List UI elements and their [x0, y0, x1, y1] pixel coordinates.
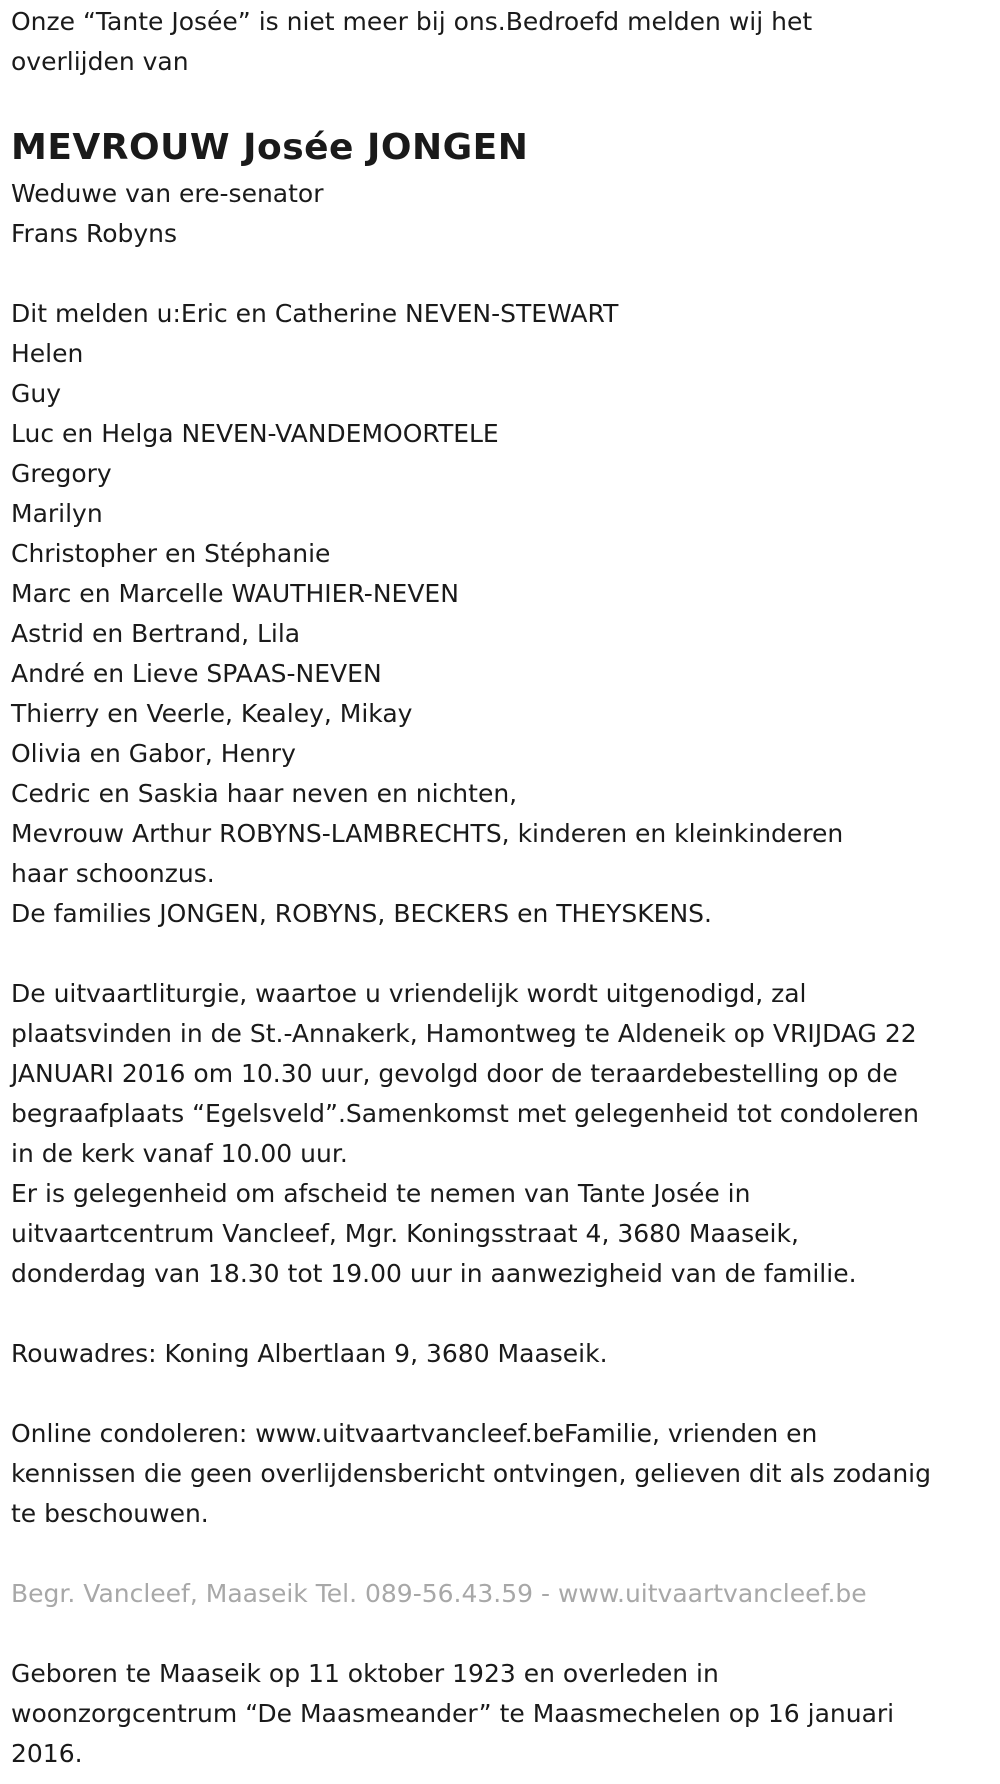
funeral-line: De uitvaartliturgie, waartoe u vriendelijk wordt uitgenodigd, zal [11, 979, 807, 1008]
intro-line: overlijden van [11, 47, 189, 76]
birth-line: Geboren te Maaseik op 11 oktober 1923 en overleden in [11, 1659, 719, 1688]
family-line: Christopher en Stéphanie [11, 539, 331, 568]
online-line: kennissen die geen overlijdensbericht ontvingen, gelieven dit als zodanig [11, 1459, 931, 1488]
birth-line: 2016. [11, 1739, 83, 1768]
family-line: Marilyn [11, 499, 103, 528]
spacer [11, 1614, 1000, 1654]
widow-line: Weduwe van ere-senator [11, 179, 324, 208]
family-line: De families JONGEN, ROBYNS, BECKERS en THEYSKENS. [11, 899, 712, 928]
spacer [11, 254, 1000, 294]
spacer [11, 1374, 1000, 1414]
family-section [11, 294, 1000, 934]
family-line: Guy [11, 379, 62, 408]
family-line: Marc en Marcelle WAUTHIER-NEVEN [11, 579, 459, 608]
funeral-line: Er is gelegenheid om afscheid te nemen van Tante Josée in [11, 1179, 751, 1208]
online-condolence-section [11, 1414, 1000, 1534]
family-line: Dit melden u:Eric en Catherine NEVEN-STEWART [11, 299, 619, 328]
intro-line: Onze “Tante Josée” is niet meer bij ons.Bedroefd melden wij het [11, 7, 813, 36]
spacer [11, 1534, 1000, 1574]
deceased-name: MEVROUW Josée JONGEN [11, 127, 529, 168]
widow-section [11, 174, 1000, 254]
birth-line: woonzorgcentrum “De Maasmeander” te Maasmechelen op 16 januari [11, 1699, 895, 1728]
family-line: Thierry en Veerle, Kealey, Mikay [11, 699, 413, 728]
funeral-line: begraafplaats “Egelsveld”.Samenkomst met gelegenheid tot condoleren [11, 1099, 920, 1128]
funeral-line: uitvaartcentrum Vancleef, Mgr. Koningsstraat 4, 3680 Maaseik, [11, 1219, 799, 1248]
online-line: Online condoleren: www.uitvaartvancleef.beFamilie, vrienden en [11, 1419, 818, 1448]
funeral-section [11, 974, 1000, 1294]
family-line: Cedric en Saskia haar neven en nichten, [11, 779, 518, 808]
family-line: Astrid en Bertrand, Lila [11, 619, 301, 648]
family-line: Gregory [11, 459, 112, 488]
family-line: Olivia en Gabor, Henry [11, 739, 296, 768]
family-line: haar schoonzus. [11, 859, 215, 888]
family-line: Helen [11, 339, 84, 368]
mourning-address: Rouwadres: Koning Albertlaan 9, 3680 Maaseik. [11, 1339, 608, 1368]
online-line: te beschouwen. [11, 1499, 209, 1528]
family-line: André en Lieve SPAAS-NEVEN [11, 659, 382, 688]
intro-section [11, 2, 1000, 82]
funeral-line: in de kerk vanaf 10.00 uur. [11, 1139, 348, 1168]
spacer [11, 82, 1000, 122]
family-line: Luc en Helga NEVEN-VANDEMOORTELE [11, 419, 499, 448]
spacer [11, 1294, 1000, 1334]
funeral-line: donderdag van 18.30 tot 19.00 uur in aanwezigheid van de familie. [11, 1259, 857, 1288]
undertaker-info: Begr. Vancleef, Maaseik Tel. 089-56.43.59 - www.uitvaartvancleef.be [11, 1579, 867, 1608]
birth-section [11, 1654, 1000, 1774]
spacer [11, 934, 1000, 974]
funeral-line: JANUARI 2016 om 10.30 uur, gevolgd door de teraardebestelling op de [11, 1059, 898, 1088]
funeral-line: plaatsvinden in de St.-Annakerk, Hamontweg te Aldeneik op VRIJDAG 22 [11, 1019, 917, 1048]
family-line: Mevrouw Arthur ROBYNS-LAMBRECHTS, kinderen en kleinkinderen [11, 819, 844, 848]
widow-line: Frans Robyns [11, 219, 178, 248]
